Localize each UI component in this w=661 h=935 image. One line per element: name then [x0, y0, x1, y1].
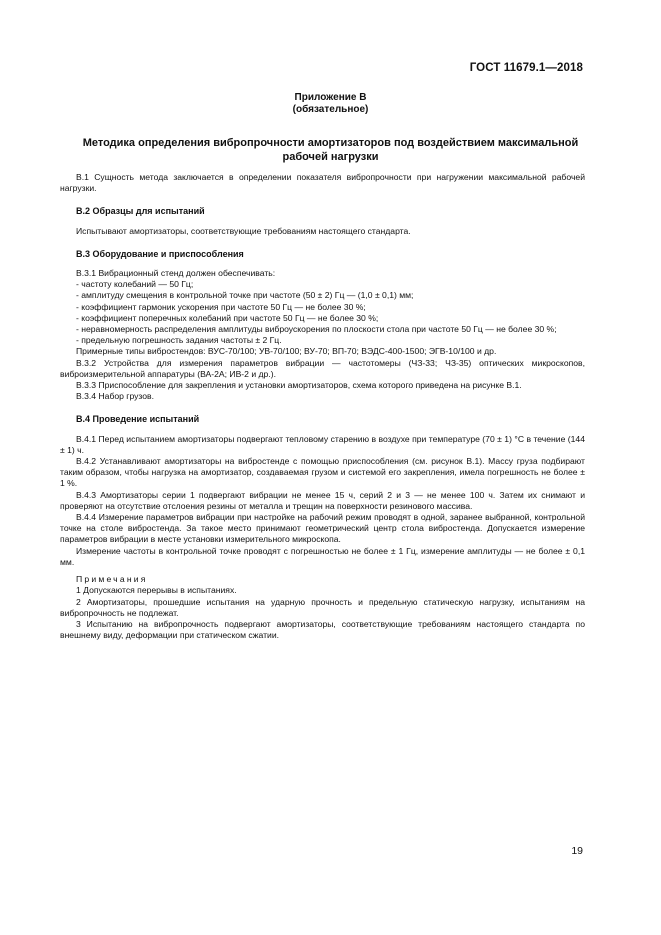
annex-label: Приложение В: [294, 92, 367, 103]
paragraph-stand-types: Примерные типы вибростендов: ВУС-70/100; УВ-70/100; ВУ-70; ВП-70; ВЭДС-400-1500; ЭГВ-10/100 и др.: [76, 346, 497, 357]
paragraph-b43: В.4.3 Амортизаторы серии 1 подвергают вибрации не менее 15 ч, серий 2 и 3 — не менее 100 ч. Затем их снимают и проверяют на отсутствие отслоения резины от металла и трещин на поверхности резинового массива.: [60, 489, 585, 511]
list-item: - коэффициент поперечных колебаний при частоте 50 Гц — не более 30 %;: [76, 312, 379, 323]
standard-code: ГОСТ 11679.1—2018: [469, 62, 583, 74]
paragraph-b44: В.4.4 Измерение параметров вибрации при настройке на рабочий режим проводят в одной, заранее выбранной, контрольной точке на столе вибростенда. За такое место принимают геометрический центр стола вибростенда. Допускается измерение параметров вибрации в месте установки измерительного микроскопа.: [60, 512, 585, 545]
paragraph-b41: В.4.1 Перед испытанием амортизаторы подвергают тепловому старению в воздухе при температуре (70 ± 1) °С в течение (144 ± 1) ч.: [60, 433, 585, 455]
paragraph-accuracy: Измерение частоты в контрольной точке проводят с погрешностью не более ± 1 Гц, измерение амплитуды — не более ± 0,1 мм.: [60, 545, 585, 567]
notes-label: Примечания: [76, 574, 148, 585]
page-number: 19: [571, 845, 583, 857]
note-item: 3 Испытанию на вибропрочность подвергают амортизаторы, соответствующие требованиям настоящего стандарта по внешнему виду, деформации при статическом сжатии.: [60, 618, 585, 641]
annex-status: (обязательное): [292, 104, 369, 115]
paragraph-b1: В.1 Сущность метода заключается в определении показателя вибропрочности при нагружении максимальной рабочей нагрузки.: [60, 172, 585, 194]
list-item: - частоту колебаний — 50 Гц;: [76, 279, 194, 290]
note-item: 1 Допускаются перерывы в испытаниях.: [76, 585, 237, 596]
paragraph-b31: В.3.1 Вибрационный стенд должен обеспечивать:: [76, 268, 276, 279]
heading-b4: В.4 Проведение испытаний: [76, 414, 200, 425]
heading-b3: В.3 Оборудование и приспособления: [76, 248, 244, 259]
list-item: - амплитуду смещения в контрольной точке при частоте (50 ± 2) Гц — (1,0 ± 0,1) мм;: [76, 290, 414, 301]
list-item: - коэффициент гармоник ускорения при частоте 50 Гц — не более 30 %;: [76, 301, 366, 312]
paragraph-b42: В.4.2 Устанавливают амортизаторы на вибростенде с помощью приспособления (см. рисунок В.1). Массу груза подбирают таким образом, чтобы нагрузка на амортизатор, создаваемая грузом и системой его закрепления, имела погрешность не более ± 1 %.: [60, 456, 585, 489]
note-item: 2 Амортизаторы, прошедшие испытания на ударную прочность и предельную статическую нагрузку, испытаниям на вибропрочность не подлежат.: [60, 596, 585, 618]
annex-heading: [0, 92, 661, 116]
paragraph-b34: В.3.4 Набор грузов.: [76, 391, 154, 402]
paragraph-b2: Испытывают амортизаторы, соответствующие требованиям настоящего стандарта.: [76, 225, 411, 236]
heading-b2: В.2 Образцы для испытаний: [76, 206, 205, 217]
annex-title: Методика определения вибропрочности амортизаторов под воздействием максимальной рабочей нагрузки: [82, 137, 579, 163]
paragraph-b33: В.3.3 Приспособление для закрепления и установки амортизаторов, схема которого приведена на рисунке В.1.: [76, 380, 522, 391]
list-item: - предельную погрешность задания частоты ± 2 Гц.: [76, 335, 282, 346]
paragraph-b32: В.3.2 Устройства для измерения параметров вибрации — частотомеры (ЧЗ-33; ЧЗ-35) оптических микроскопов, виброизмерительной аппаратуры (ВА-2А; ИВ-2 и др.).: [60, 357, 585, 379]
document-body: [60, 172, 585, 641]
list-item: - неравномерность распределения амплитуды виброускорения по плоскости стола при частоте 50 Гц — не более 30 %;: [76, 324, 557, 335]
